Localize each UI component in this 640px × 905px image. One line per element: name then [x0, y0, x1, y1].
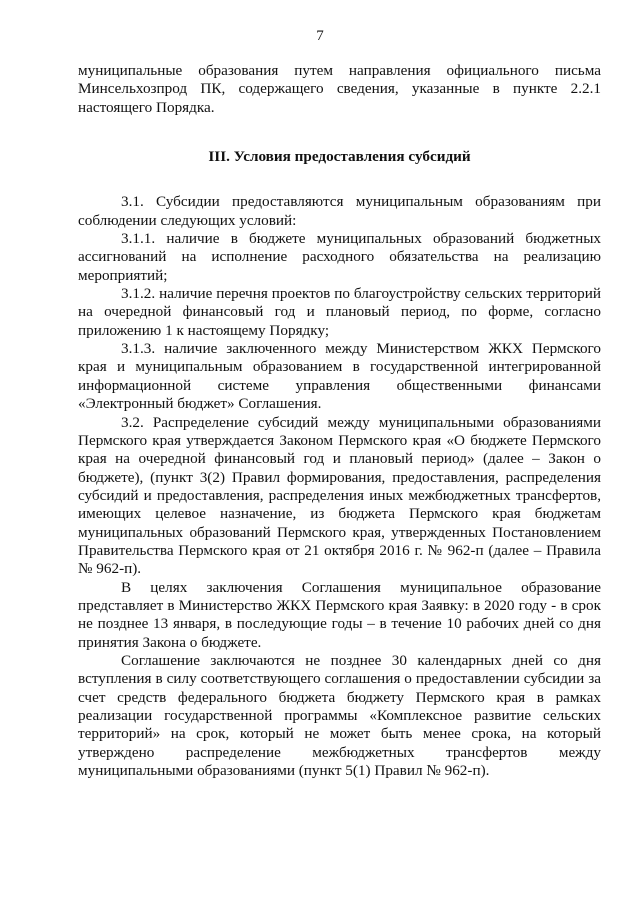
paragraph-agreement: Соглашение заключаются не позднее 30 календарных дней со дня вступления в силу соответствующего соглашения о предоставлении субсидии за счет средств федерального бюджета бюджету Пермского края в рамках реализации государственной программы «Комплексное развитие сельских территорий» на срок, который не может быть менее срока, на который утверждено распределение межбюджетных трансфертов между муниципальными образованиями (пункт 5(1) Правил № 962-п). [78, 651, 601, 780]
paragraph-3-1-3: 3.1.3. наличие заключенного между Министерством ЖКХ Пермского края и муниципальным образованием в государственной интегрированной информационной системе управления общественными финансами «Электронный бюджет» Соглашения. [78, 340, 601, 413]
paragraph-3-1: 3.1. Субсидии предоставляются муниципальным образованиям при соблюдении следующих условий: [78, 193, 601, 229]
intro-paragraph: муниципальные образования путем направления официального письма Минсельхозпрод ПК, содержащего сведения, указанные в пункте 2.2.1 настоящего Порядка. [78, 62, 601, 116]
document-body [78, 62, 601, 780]
page-number: 7 [316, 28, 324, 44]
paragraph-3-1-2: 3.1.2. наличие перечня проектов по благоустройству сельских территорий на очередной финансовый год и плановый период, по форме, согласно приложению 1 к настоящему Порядку; [78, 285, 601, 339]
section-title: III. Условия предоставления субсидий [208, 148, 471, 166]
paragraph-3-1-1: 3.1.1. наличие в бюджете муниципальных образований бюджетных ассигнований на исполнение расходного обязательства на реализацию мероприятий; [78, 230, 601, 284]
paragraph-3-2: 3.2. Распределение субсидий между муниципальными образованиями Пермского края утверждается Законом Пермского края «О бюджете Пермского края на очередной финансовый год и плановый период» (далее – Закон о бюджете), (пункт 3(2) Правил формирования, предоставления, распределения субсидий и предоставления, распределения иных межбюджетных трансфертов, имеющих целевое назначение, из бюджета Пермского края бюджетам муниципальных образований Пермского края, утвержденных Постановлением Правительства Пермского края от 21 октября 2016 г. № 962-п (далее – Правила № 962-п). [78, 413, 601, 578]
paragraph-application: В целях заключения Соглашения муниципальное образование представляет в Министерство ЖКХ Пермского края Заявку: в 2020 году - в срок не позднее 13 января, в последующие годы – в течение 10 рабочих дней со дня принятия Закона о бюджете. [78, 578, 601, 651]
